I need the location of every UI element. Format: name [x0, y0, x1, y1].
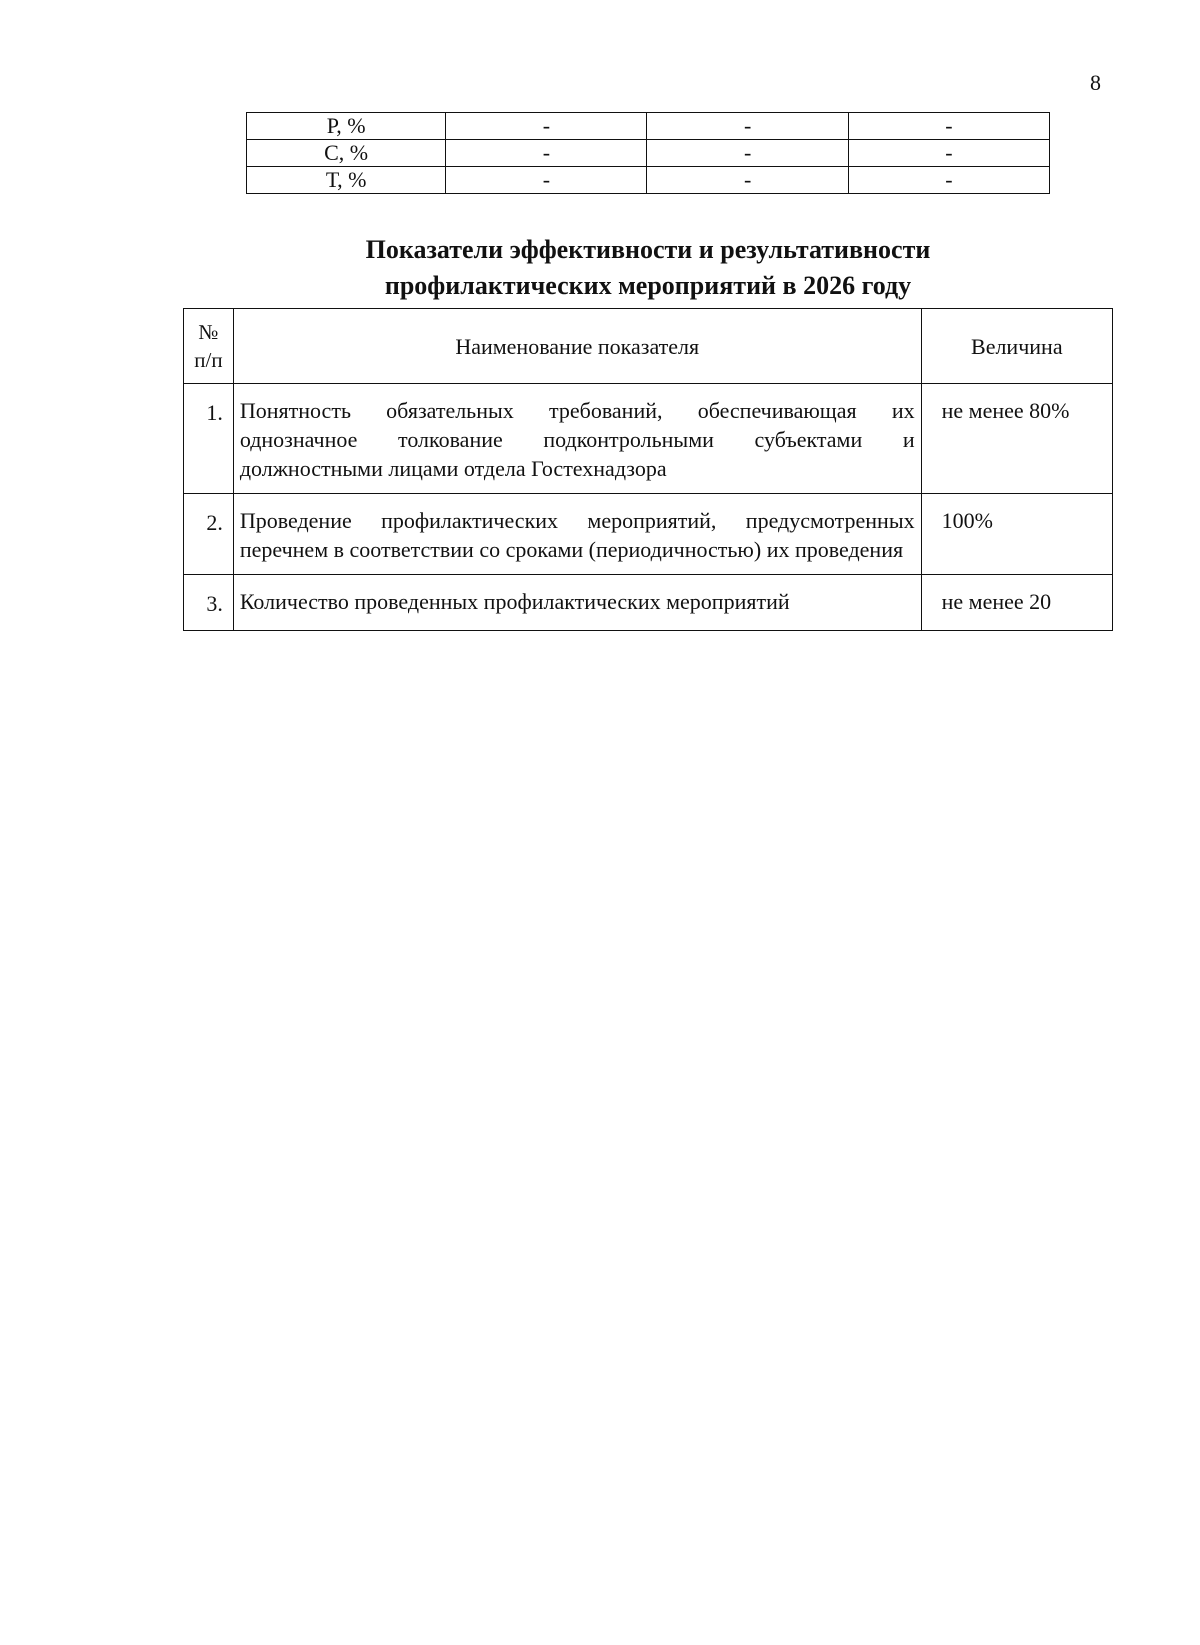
- cell-value: -: [848, 113, 1049, 140]
- header-number-abbr: п/п: [194, 348, 223, 372]
- cell-value: -: [446, 167, 647, 194]
- table-row: [247, 113, 1050, 140]
- indicator-value: 100%: [921, 494, 1112, 575]
- section-heading: [183, 232, 1113, 304]
- indicator-name: Количество проведенных профилактических мероприятий: [233, 575, 921, 631]
- table-row: [247, 140, 1050, 167]
- row-number: 3.: [184, 575, 234, 631]
- indicator-value: не менее 20: [921, 575, 1112, 631]
- heading-line-2: профилактических мероприятий в 2026 году: [384, 271, 912, 300]
- row-label: С, %: [247, 140, 446, 167]
- header-value: Величина: [921, 309, 1112, 384]
- cell-value: -: [647, 140, 848, 167]
- cell-value: -: [446, 140, 647, 167]
- page-number: 8: [1090, 70, 1101, 95]
- row-number: 1.: [184, 384, 234, 494]
- cell-value: -: [446, 113, 647, 140]
- continuation-table: [246, 112, 1050, 194]
- header-number-symbol: №: [198, 320, 219, 344]
- cell-value: -: [647, 113, 848, 140]
- table-row: [184, 494, 1113, 575]
- cell-value: -: [848, 140, 1049, 167]
- indicators-table: [183, 308, 1113, 631]
- indicator-name: Проведение профилактических мероприятий, предусмотренных перечнем в соответствии со сроками (периодичностью) их проведения: [233, 494, 921, 575]
- header-indicator-name: Наименование показателя: [233, 309, 921, 384]
- heading-line-1: Показатели эффективности и результативности: [365, 235, 931, 264]
- cell-value: -: [647, 167, 848, 194]
- header-number: [184, 309, 234, 384]
- row-number: 2.: [184, 494, 234, 575]
- table-row: [184, 575, 1113, 631]
- indicator-name: Понятность обязательных требований, обеспечивающая их однозначное толкование подконтрольными субъектами и должностными лицами отдела Гостехнадзора: [233, 384, 921, 494]
- row-label: Р, %: [247, 113, 446, 140]
- table-row: [184, 384, 1113, 494]
- table-header-row: [184, 309, 1113, 384]
- row-label: Т, %: [247, 167, 446, 194]
- table-row: [247, 167, 1050, 194]
- indicator-value: не менее 80%: [921, 384, 1112, 494]
- cell-value: -: [848, 167, 1049, 194]
